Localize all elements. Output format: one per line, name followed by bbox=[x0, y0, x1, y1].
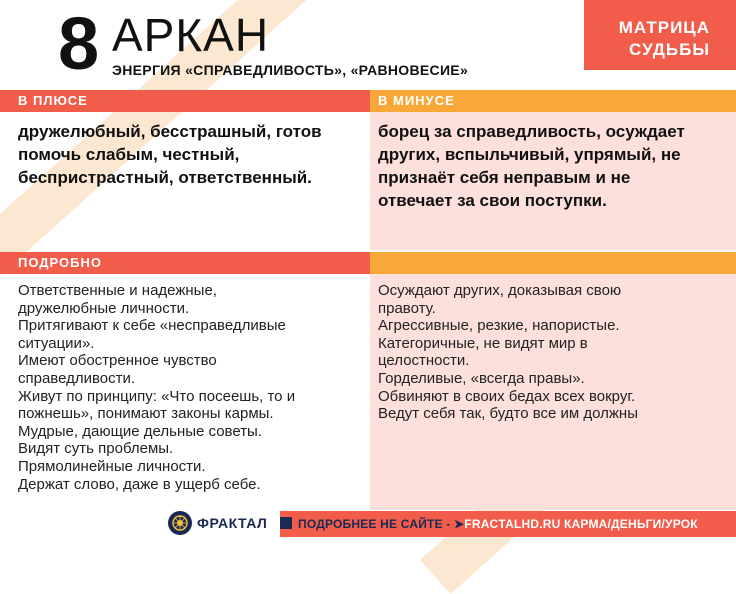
details-left-text bbox=[0, 274, 370, 493]
arrow-icon: ➤ bbox=[454, 517, 465, 531]
arcana-number: 8 bbox=[58, 2, 100, 85]
footer-text-part3: КАРМА/ДЕНЬГИ/УРОК bbox=[560, 517, 698, 531]
footer-link[interactable] bbox=[298, 511, 698, 537]
footer-text-part1: ПОДРОБНЕЕ НЕ САЙТЕ - bbox=[298, 517, 455, 531]
detail-line: Держат слово, даже в ущерб себе. bbox=[18, 475, 261, 493]
detail-line: Прямолинейные личности. bbox=[18, 457, 206, 475]
brand-line-2: СУДЬБЫ bbox=[629, 40, 710, 59]
arcana-title: АРКАН bbox=[112, 9, 270, 61]
minus-header: В МИНУСЕ bbox=[370, 90, 736, 112]
detail-line: целостности. bbox=[378, 352, 470, 370]
detail-line: Ведут себя так, будто все им должны bbox=[378, 405, 638, 423]
detail-line: Обвиняют в своих бедах всех вокруг. bbox=[378, 387, 636, 405]
minus-panel bbox=[370, 112, 736, 250]
detail-line: Осуждают других, доказывая свою bbox=[378, 282, 622, 299]
footer-site: FRACTALHD.RU bbox=[464, 517, 561, 531]
plus-line: беспристрастный, ответственный. bbox=[18, 168, 312, 187]
minus-line: отвечает за свои поступки. bbox=[378, 191, 607, 210]
details-right-panel bbox=[370, 274, 736, 510]
plus-line: дружелюбный, бесстрашный, готов bbox=[18, 122, 322, 141]
detail-line: справедливости. bbox=[18, 369, 136, 387]
detail-line: дружелюбные личности. bbox=[18, 299, 190, 317]
details-left-panel bbox=[0, 274, 370, 506]
footer-logo[interactable] bbox=[168, 509, 267, 537]
energy-subtitle: ЭНЕРГИЯ «СПРАВЕДЛИВОСТЬ», «РАВНОВЕСИЕ» bbox=[112, 62, 469, 78]
footer-square-icon bbox=[280, 517, 292, 529]
plus-traits bbox=[0, 112, 370, 189]
brand-line-1: МАТРИЦА bbox=[618, 18, 710, 37]
detail-line: ситуации». bbox=[18, 334, 95, 352]
detail-line: Горделивые, «всегда правы». bbox=[378, 369, 585, 387]
minus-line: других, вспыльчивый, упрямый, не bbox=[378, 145, 681, 164]
detail-line: Мудрые, дающие дельные советы. bbox=[18, 422, 263, 440]
brand-badge bbox=[584, 0, 736, 70]
details-header: ПОДРОБНО bbox=[0, 252, 370, 274]
detail-line: Притягивают к себе «несправедливые bbox=[18, 317, 286, 335]
details-right-text bbox=[370, 274, 736, 423]
minus-line: борец за справедливость, осуждает bbox=[378, 122, 685, 141]
detail-line: правоту. bbox=[378, 299, 436, 317]
detail-line: пожнешь», понимают законы кармы. bbox=[18, 405, 274, 423]
detail-line: Имеют обостренное чувство bbox=[18, 352, 217, 370]
plus-header: В ПЛЮСЕ bbox=[0, 90, 370, 112]
plus-panel bbox=[0, 112, 370, 250]
minus-line: признаёт себя неправым и не bbox=[378, 168, 631, 187]
detail-line: Ответственные и надежные, bbox=[18, 282, 217, 299]
details-header-right bbox=[370, 252, 736, 274]
plus-line: помочь слабым, честный, bbox=[18, 145, 240, 164]
detail-line: Видят суть проблемы. bbox=[18, 440, 174, 458]
fractal-logo-icon bbox=[168, 511, 192, 535]
detail-line: Агрессивные, резкие, напористые. bbox=[378, 317, 620, 335]
detail-line: Живут по принципу: «Что посеешь, то и bbox=[18, 387, 296, 405]
header bbox=[0, 0, 736, 88]
minus-traits bbox=[370, 112, 736, 212]
detail-line: Категоричные, не видят мир в bbox=[378, 334, 588, 352]
fractal-logo-text: ФРАКТАЛ bbox=[197, 515, 268, 531]
